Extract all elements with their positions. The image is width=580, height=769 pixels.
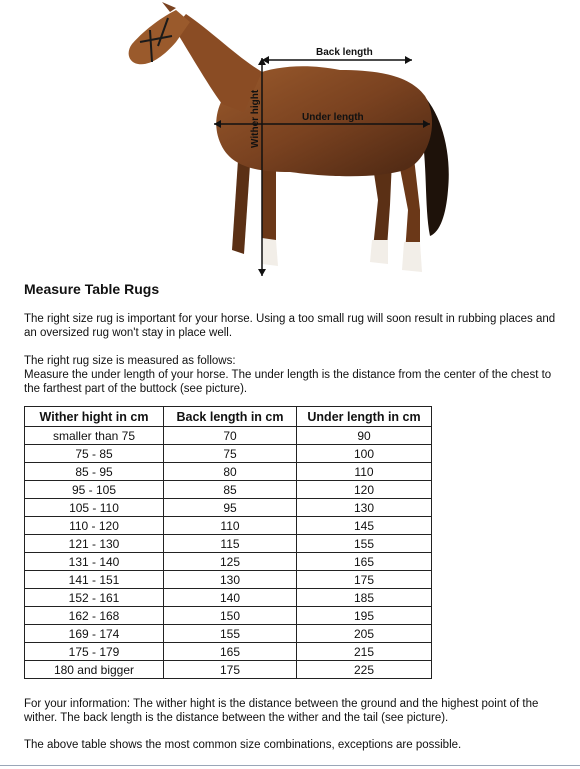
- header-under-length: Under length in cm: [297, 407, 432, 427]
- cell-wither-height: 152 - 161: [25, 589, 164, 607]
- horse-measurement-illustration: [110, 0, 470, 282]
- cell-back-length: 125: [164, 553, 297, 571]
- cell-wither-height: 110 - 120: [25, 517, 164, 535]
- back-length-label: Back length: [316, 47, 373, 58]
- table-row: [25, 517, 432, 535]
- table-row: [25, 589, 432, 607]
- cell-back-length: 155: [164, 625, 297, 643]
- wither-height-label: Wither hight: [250, 89, 261, 148]
- under-length-label: Under length: [302, 112, 364, 123]
- table-row: [25, 571, 432, 589]
- cell-wither-height: 162 - 168: [25, 607, 164, 625]
- cell-back-length: 95: [164, 499, 297, 517]
- table-row: [25, 625, 432, 643]
- cell-under-length: 225: [297, 661, 432, 679]
- cell-wither-height: 75 - 85: [25, 445, 164, 463]
- measure-instructions: Measure the under length of your horse. The under length is the distance from the center of the chest to the farthest part of the buttock (see picture).: [24, 369, 552, 395]
- table-row: [25, 661, 432, 679]
- cell-under-length: 175: [297, 571, 432, 589]
- cell-under-length: 195: [297, 607, 432, 625]
- cell-under-length: 110: [297, 463, 432, 481]
- cell-wither-height: 95 - 105: [25, 481, 164, 499]
- page-title: Measure Table Rugs: [24, 281, 160, 297]
- cell-back-length: 165: [164, 643, 297, 661]
- horse-silhouette: [129, 2, 449, 272]
- table-row: [25, 553, 432, 571]
- cell-back-length: 70: [164, 427, 297, 445]
- table-row: [25, 463, 432, 481]
- table-row: [25, 535, 432, 553]
- bottom-divider: [0, 765, 580, 766]
- cell-back-length: 75: [164, 445, 297, 463]
- cell-back-length: 110: [164, 517, 297, 535]
- cell-wither-height: smaller than 75: [25, 427, 164, 445]
- info-paragraph: For your information: The wither hight is the distance between the ground and the highest point of the wither. The back length is the distance between the wither and the tail (see picture).: [24, 698, 539, 724]
- cell-wither-height: 85 - 95: [25, 463, 164, 481]
- size-table: [24, 406, 432, 679]
- cell-under-length: 120: [297, 481, 432, 499]
- header-back-length: Back length in cm: [164, 407, 297, 427]
- cell-wither-height: 141 - 151: [25, 571, 164, 589]
- cell-back-length: 115: [164, 535, 297, 553]
- cell-under-length: 145: [297, 517, 432, 535]
- cell-under-length: 130: [297, 499, 432, 517]
- cell-under-length: 185: [297, 589, 432, 607]
- cell-wither-height: 175 - 179: [25, 643, 164, 661]
- cell-back-length: 80: [164, 463, 297, 481]
- cell-back-length: 140: [164, 589, 297, 607]
- cell-wither-height: 180 and bigger: [25, 661, 164, 679]
- cell-wither-height: 105 - 110: [25, 499, 164, 517]
- cell-wither-height: 131 - 140: [25, 553, 164, 571]
- cell-back-length: 130: [164, 571, 297, 589]
- table-row: [25, 607, 432, 625]
- intro-paragraph: The right size rug is important for your horse. Using a too small rug will soon result in rubbing places and an oversized rug won't stay in place well.: [24, 313, 556, 339]
- cell-back-length: 175: [164, 661, 297, 679]
- table-row: [25, 643, 432, 661]
- table-row: [25, 499, 432, 517]
- cell-under-length: 100: [297, 445, 432, 463]
- cell-under-length: 205: [297, 625, 432, 643]
- table-row: [25, 445, 432, 463]
- cell-back-length: 85: [164, 481, 297, 499]
- note-paragraph: The above table shows the most common size combinations, exceptions are possible.: [24, 739, 462, 751]
- cell-under-length: 90: [297, 427, 432, 445]
- table-header-row: [25, 407, 432, 427]
- cell-back-length: 150: [164, 607, 297, 625]
- cell-under-length: 165: [297, 553, 432, 571]
- header-wither-height: Wither hight in cm: [25, 407, 164, 427]
- cell-under-length: 155: [297, 535, 432, 553]
- measure-instructions-heading: The right rug size is measured as follows:: [24, 355, 236, 367]
- cell-wither-height: 169 - 174: [25, 625, 164, 643]
- cell-under-length: 215: [297, 643, 432, 661]
- table-row: [25, 427, 432, 445]
- table-row: [25, 481, 432, 499]
- cell-wither-height: 121 - 130: [25, 535, 164, 553]
